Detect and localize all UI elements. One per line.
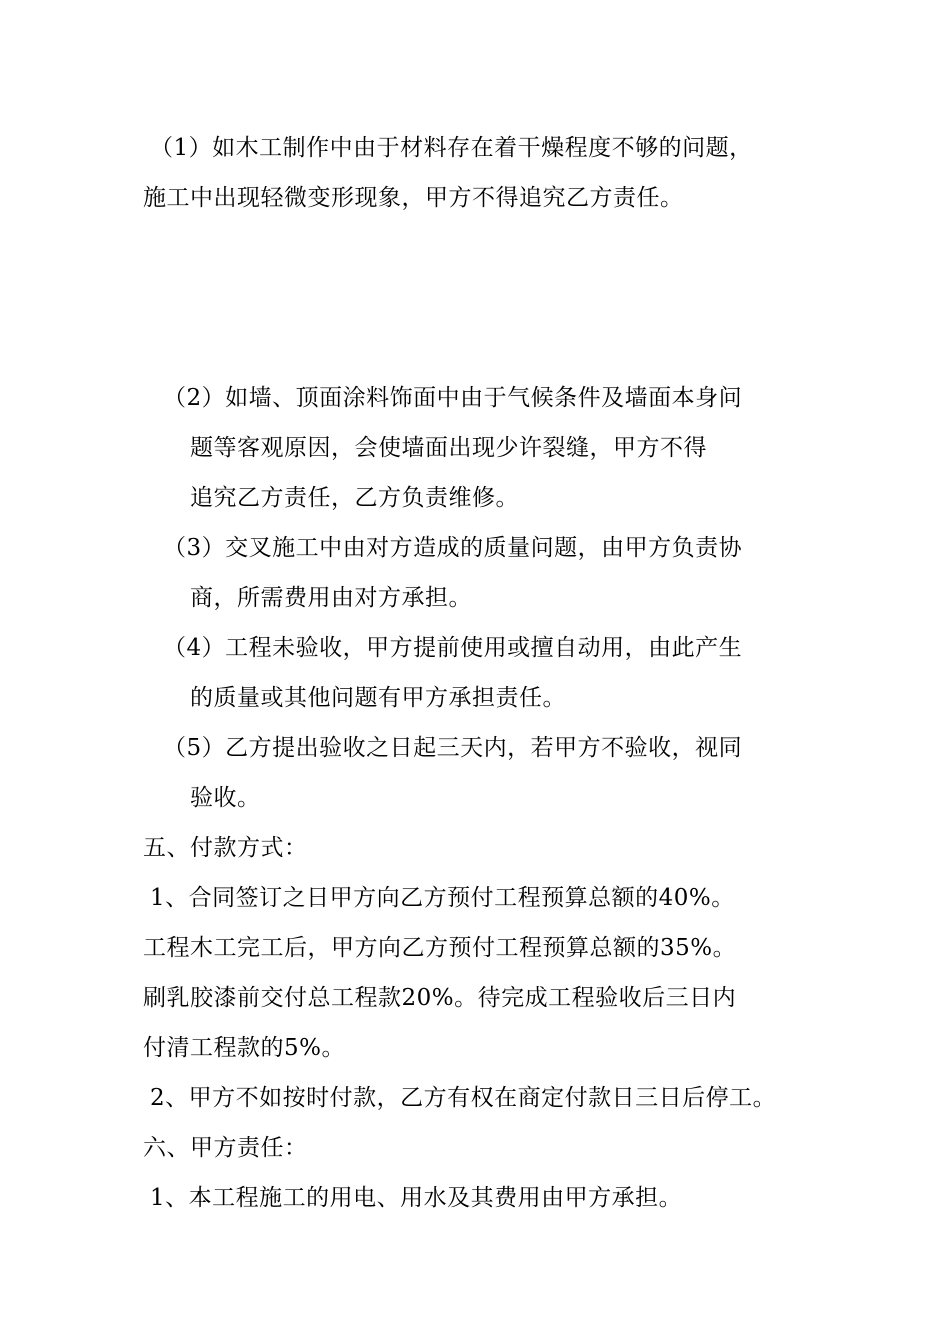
section-5-line-3: 刷乳胶漆前交付总工程款20%。待完成工程验收后三日内 [143, 985, 737, 1011]
section-5-line-2: 工程木工完工后，甲方向乙方预付工程预算总额的35%。 [143, 935, 737, 961]
clause-2-line-3: 追究乙方责任，乙方负责维修。 [190, 485, 519, 511]
clause-2-line-2: 题等客观原因，会使墙面出现少许裂缝，甲方不得 [190, 435, 707, 461]
clause-5-line-2: 验收。 [190, 785, 261, 811]
clause-2-line-1: （2）如墙、顶面涂料饰面中由于气候条件及墙面本身问 [163, 385, 743, 411]
section-6-item-1: 1、本工程施工的用电、用水及其费用由甲方承担。 [150, 1185, 683, 1211]
clause-4-line-1: （4）工程未验收，甲方提前使用或擅自动用，由此产生 [163, 635, 743, 661]
section-5-item-2: 2、甲方不如按时付款，乙方有权在商定付款日三日后停工。 [150, 1085, 777, 1111]
clause-4-line-2: 的质量或其他问题有甲方承担责任。 [190, 685, 566, 711]
clause-5-line-1: （5）乙方提出验收之日起三天内，若甲方不验收，视同 [163, 735, 743, 761]
clause-1-line-2: 施工中出现轻微变形现象，甲方不得追究乙方责任。 [143, 185, 684, 211]
section-6-heading: 六、甲方责任： [143, 1135, 308, 1161]
section-5-line-4: 付清工程款的5%。 [143, 1035, 345, 1061]
clause-3-line-2: 商，所需费用由对方承担。 [190, 585, 472, 611]
section-5-heading: 五、付款方式： [143, 835, 308, 861]
clause-3-line-1: （3）交叉施工中由对方造成的质量问题，由甲方负责协 [163, 535, 743, 561]
clause-1-line-1: （1）如木工制作中由于材料存在着干燥程度不够的问题， [150, 135, 753, 161]
section-5-item-1: 1、合同签订之日甲方向乙方预付工程预算总额的40%。 [150, 885, 735, 911]
